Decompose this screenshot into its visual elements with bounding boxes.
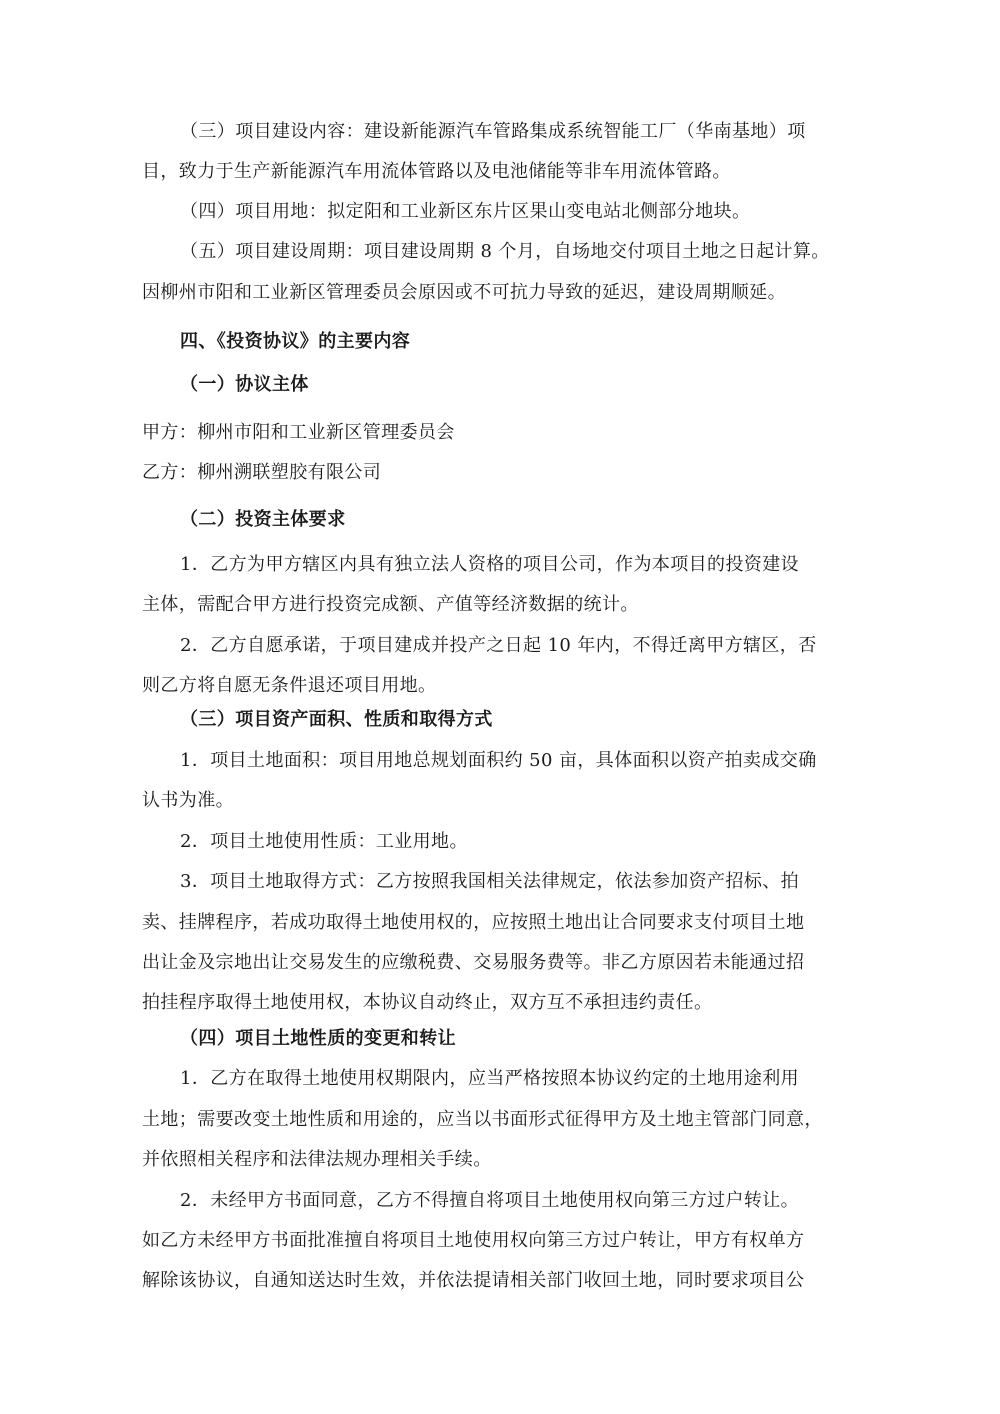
paragraph-line: （四）项目用地：拟定阳和工业新区东片区果山变电站北侧部分地块。 — [180, 201, 751, 222]
party-a-line: 甲方：柳州市阳和工业新区管理委员会 — [142, 422, 455, 443]
subsection-heading: （一）协议主体 — [180, 374, 309, 395]
paragraph-line: 2．乙方自愿承诺，于项目建成并投产之日起 10 年内，不得迁离甲方辖区，否 — [180, 635, 817, 656]
paragraph-line: 因柳州市阳和工业新区管理委员会原因或不可抗力导致的延迟，建设周期顺延。 — [142, 282, 786, 303]
paragraph-line: 解除该协议，自通知送达时生效，并依法提请相关部门收回土地，同时要求项目公 — [142, 1270, 805, 1291]
paragraph-line: 土地；需要改变土地性质和用途的，应当以书面形式征得甲方及土地主管部门同意， — [142, 1109, 823, 1130]
section-heading: 四、《投资协议》的主要内容 — [180, 331, 411, 352]
paragraph-line: 3．项目土地取得方式：乙方按照我国相关法律规定，依法参加资产招标、拍 — [180, 871, 800, 892]
party-b-line: 乙方：柳州溯联塑胶有限公司 — [142, 462, 382, 483]
paragraph-line: 并依照相关程序和法律法规办理相关手续。 — [142, 1149, 492, 1170]
paragraph-line: 2．未经甲方书面同意，乙方不得擅自将项目土地使用权向第三方过户转让。 — [180, 1190, 800, 1211]
subsection-heading: （二）投资主体要求 — [180, 509, 346, 530]
paragraph-line: 出让金及宗地出让交易发生的应缴税费、交易服务费等。非乙方原因若未能通过招 — [142, 952, 805, 973]
paragraph-line: 1．乙方为甲方辖区内具有独立法人资格的项目公司，作为本项目的投资建设 — [180, 554, 800, 575]
subsection-heading: （三）项目资产面积、性质和取得方式 — [180, 709, 493, 730]
paragraph-line: 如乙方未经甲方书面批准擅自将项目土地使用权向第三方过户转让，甲方有权单方 — [142, 1230, 805, 1251]
paragraph-line: 则乙方将自愿无条件退还项目用地。 — [142, 675, 437, 696]
paragraph-line: 目，致力于生产新能源汽车用流体管路以及电池储能等非车用流体管路。 — [142, 161, 731, 182]
paragraph-line: （五）项目建设周期：项目建设周期 8 个月，自场地交付项目土地之日起计算。 — [180, 241, 830, 262]
paragraph-line: （三）项目建设内容：建设新能源汽车管路集成系统智能工厂（华南基地）项 — [180, 121, 806, 142]
paragraph-line: 1．乙方在取得土地使用权期限内，应当严格按照本协议约定的土地用途利用 — [180, 1068, 800, 1089]
paragraph-line: 主体，需配合甲方进行投资完成额、产值等经济数据的统计。 — [142, 594, 639, 615]
paragraph-line: 卖、挂牌程序，若成功取得土地使用权的，应按照土地出让合同要求支付项目土地 — [142, 912, 805, 933]
paragraph-line: 2．项目土地使用性质：工业用地。 — [180, 831, 468, 852]
paragraph-line: 认书为准。 — [142, 790, 234, 811]
subsection-heading: （四）项目土地性质的变更和转让 — [180, 1028, 456, 1049]
paragraph-line: 拍挂程序取得土地使用权，本协议自动终止，双方互不承担违约责任。 — [142, 992, 713, 1013]
paragraph-line: 1．项目土地面积：项目用地总规划面积约 50 亩，具体面积以资产拍卖成交确 — [180, 750, 817, 771]
